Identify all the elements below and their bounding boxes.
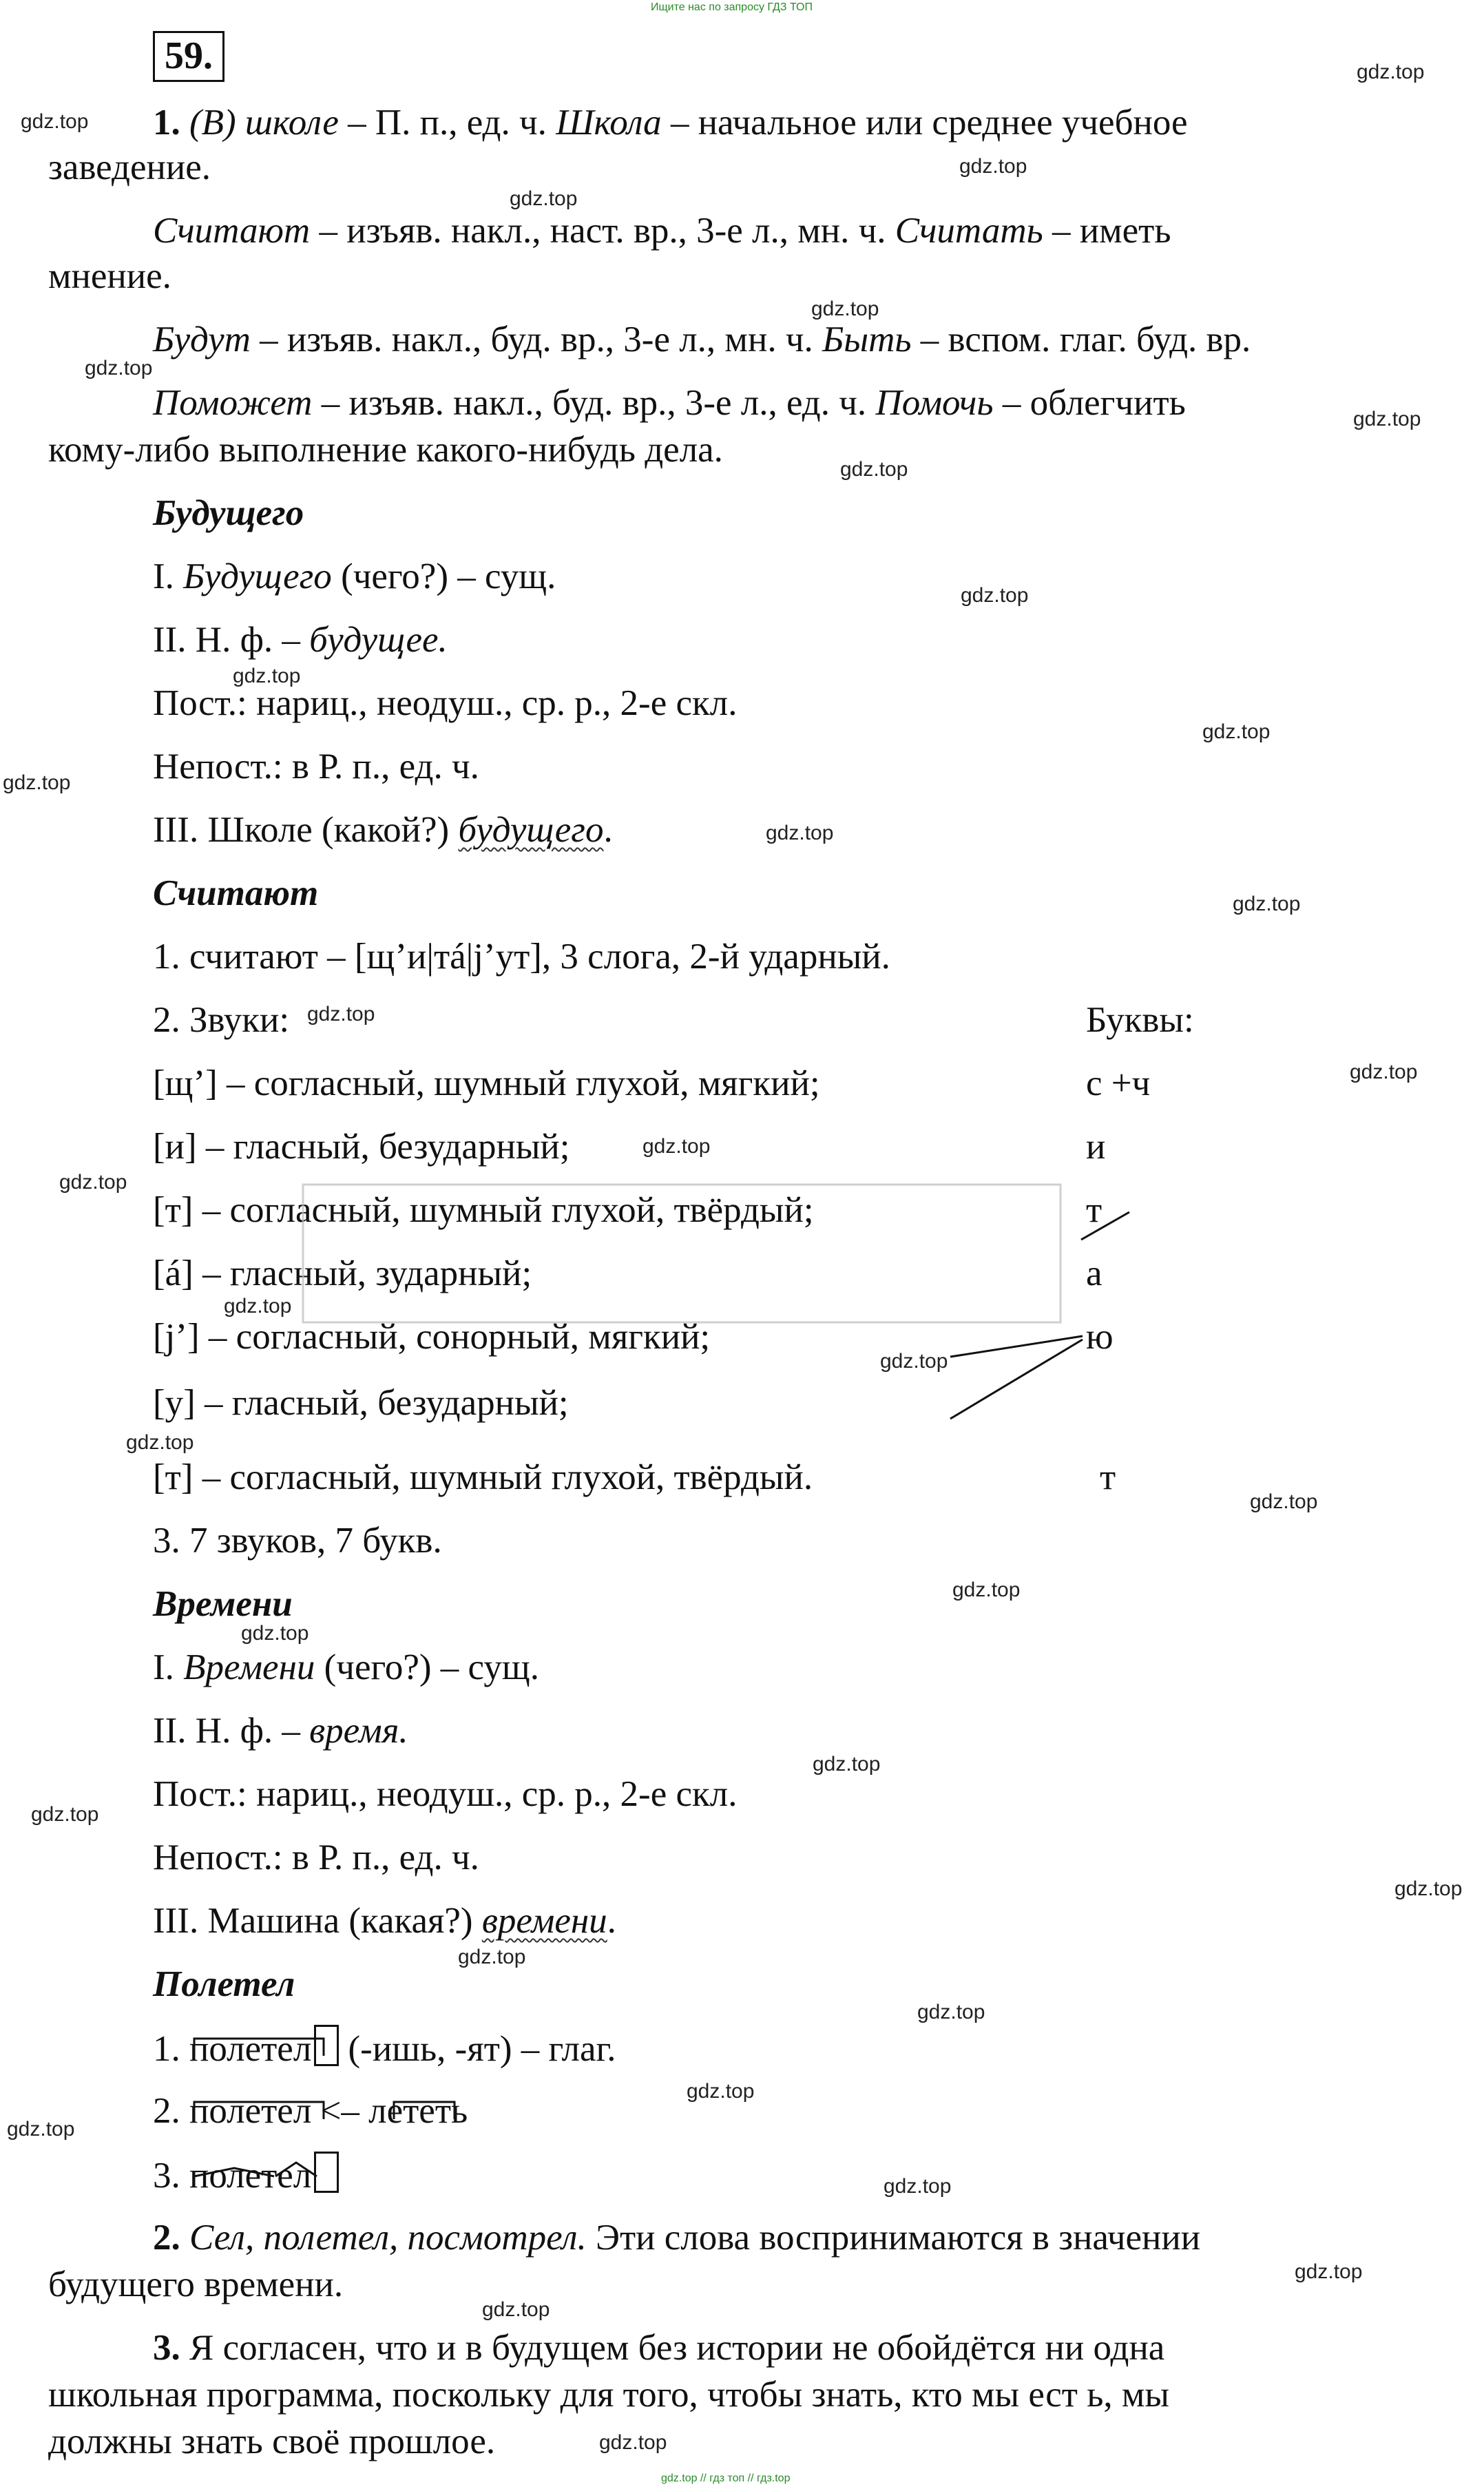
watermark: gdz.top	[884, 2175, 952, 2198]
p-n3: 3.	[153, 2156, 189, 2196]
b-p5-b: .	[603, 810, 613, 850]
term-byt: Быть	[822, 320, 912, 360]
b-p5-a: III. Школе (какой?)	[153, 810, 459, 850]
task2-num: 2.	[153, 2218, 180, 2258]
letter-cell: с +ч	[1086, 1063, 1151, 1103]
bottom-notice: gdz.top // гдз топ // гдз.top	[661, 2472, 791, 2484]
v-p5-a: III. Машина (какая?)	[153, 1901, 482, 1941]
task1-l5-b: – вспом. глаг. буд. вр.	[911, 320, 1251, 360]
letter-cell: ю	[1086, 1317, 1114, 1357]
faint-stamp	[303, 1185, 1060, 1322]
task3-line3: должны знать своё прошлое.	[48, 2422, 496, 2461]
task1-term-shkola: Школа	[556, 103, 662, 143]
v-p2-a: II. Н. ф. –	[153, 1711, 310, 1751]
letter-cell: и	[1086, 1127, 1106, 1167]
task1-line2: заведение.	[48, 147, 211, 187]
exercise-number: 59.	[153, 31, 224, 82]
sound-row: [j’] – согласный, сонорный, мягкий;	[153, 1317, 711, 1357]
root-mark	[394, 2102, 454, 2119]
watermark: gdz.top	[687, 2080, 755, 2103]
watermark: gdz.top	[85, 357, 153, 379]
b-p2-word: будущее.	[309, 620, 448, 660]
p-l1-word: полетел	[189, 2029, 312, 2069]
p-l1-rest: (-ишь, -ят) – глаг.	[339, 2029, 616, 2069]
watermark: gdz.top	[59, 1171, 127, 1194]
watermark: gdz.top	[21, 110, 89, 133]
watermark: gdz.top	[224, 1295, 292, 1318]
task3-num: 3.	[153, 2328, 180, 2368]
root-mark	[194, 2102, 324, 2119]
prefix-mark	[194, 2168, 274, 2176]
budushchego-p3: Пост.: нариц., неодуш., ср. р., 2-е скл.	[153, 683, 738, 723]
p-l2-word2: лететь	[368, 2091, 468, 2131]
watermark: gdz.top	[1295, 2260, 1363, 2283]
sound-row: [т] – согласный, шумный глухой, твёрдый;	[153, 1190, 814, 1230]
word-schitayut: Считают	[153, 211, 311, 251]
schitayut-line1: 1. считают – [щ’и|тá|j’ут], 3 слога, 2-й ударный.	[153, 937, 890, 977]
watermark: gdz.top	[1233, 893, 1301, 915]
v-p2-word: время.	[309, 1711, 408, 1751]
watermark: gdz.top	[307, 1003, 375, 1025]
watermark: gdz.top	[811, 298, 879, 320]
p-l2-word: полетел	[189, 2091, 312, 2131]
task2-line2: будущего времени.	[48, 2264, 344, 2304]
watermark: gdz.top	[880, 1350, 948, 1373]
watermark: gdz.top	[233, 665, 301, 687]
watermark: gdz.top	[241, 1622, 309, 1645]
watermark: gdz.top	[952, 1579, 1021, 1601]
v-p1-word: Времени	[183, 1647, 315, 1687]
letters-label: Буквы:	[1086, 1000, 1194, 1040]
watermark: gdz.top	[813, 1753, 881, 1775]
watermark: gdz.top	[766, 822, 834, 844]
task1-num: 1.	[153, 103, 180, 143]
task2-rest: Эти слова воспринимаются в значении	[586, 2218, 1201, 2258]
p-n1: 1.	[153, 2029, 189, 2069]
task1-l3-b: – иметь	[1043, 211, 1171, 251]
task3-rest: Я согласен, что и в будущем без истории не обойдётся ни одна	[180, 2328, 1165, 2368]
sound-row: [у] – гласный, безударный;	[153, 1383, 569, 1423]
b-p1-a: I.	[153, 556, 184, 596]
v-p5-word: времени	[481, 1901, 607, 1941]
task1-l1-b: – начальное или среднее учебное	[661, 103, 1188, 143]
sound-row: [á] – гласный, зударный;	[153, 1253, 532, 1293]
watermark: gdz.top	[961, 584, 1029, 607]
watermark: gdz.top	[599, 2431, 667, 2454]
term-pomoch: Помочь	[875, 383, 994, 423]
b-p1-b: (чего?) – сущ.	[331, 556, 556, 596]
letter-cell: а	[1086, 1253, 1102, 1293]
watermark: gdz.top	[1353, 408, 1421, 430]
sound-row: [т] – согласный, шумный глухой, твёрдый.	[153, 1457, 813, 1497]
watermark: gdz.top	[126, 1431, 194, 1454]
task1-l5-a: – изъяв. накл., буд. вр., 3-е л., мн. ч.	[250, 320, 822, 360]
heading-budushchego: Будущего	[153, 493, 304, 533]
task1-word-shkole: (В) школе	[189, 103, 339, 143]
task1-line4: мнение.	[48, 256, 171, 296]
watermark: gdz.top	[482, 2298, 550, 2321]
letter-cell: т	[1086, 1190, 1102, 1230]
watermark: gdz.top	[31, 1803, 99, 1826]
watermark: gdz.top	[510, 187, 578, 210]
watermark: gdz.top	[840, 458, 908, 481]
b-p2-a: II. Н. ф. –	[153, 620, 310, 660]
vremeni-p4: Непост.: в Р. п., ед. ч.	[153, 1837, 479, 1877]
watermark: gdz.top	[1350, 1061, 1418, 1083]
b-p5-word: будущего	[458, 810, 604, 850]
watermark: gdz.top	[917, 2001, 985, 2023]
sound-row: [щ’] – согласный, шумный глухой, мягкий;	[153, 1063, 820, 1103]
sounds-label: 2. Звуки:	[153, 1000, 290, 1040]
v-p1-a: I.	[153, 1647, 184, 1687]
word-budut: Будут	[153, 320, 251, 360]
task1-l6-b: – облегчить	[993, 383, 1186, 423]
schitayut-summary: 3. 7 звуков, 7 букв.	[153, 1521, 442, 1561]
task3-line2: школьная программа, поскольку для того, чтобы знать, кто мы ест ь, мы	[48, 2375, 1170, 2415]
vremeni-p3: Пост.: нариц., неодуш., ср. р., 2-е скл.	[153, 1774, 738, 1814]
watermark: gdz.top	[959, 155, 1027, 178]
root-mark	[194, 2039, 324, 2056]
top-notice: Ищите нас по запросу ГДЗ ТОП	[651, 1, 813, 13]
v-p5-b: .	[607, 1901, 616, 1941]
task1-l6-a: – изъяв. накл., буд. вр., 3-е л., ед. ч.	[312, 383, 876, 423]
watermark: gdz.top	[7, 2118, 75, 2141]
watermark: gdz.top	[1250, 1490, 1318, 1513]
watermark: gdz.top	[1394, 1877, 1463, 1900]
link-line	[1081, 1212, 1129, 1240]
heading-schitayut: Считают	[153, 873, 319, 913]
task2-words: Сел, полетел, посмотрел.	[189, 2218, 587, 2258]
watermark: gdz.top	[3, 771, 71, 794]
watermark: gdz.top	[1202, 720, 1271, 743]
watermark: gdz.top	[1357, 61, 1425, 83]
link-line	[950, 1340, 1083, 1419]
watermark: gdz.top	[458, 1946, 526, 1968]
b-p1-word: Будущего	[183, 556, 332, 596]
v-p1-b: (чего?) – сущ.	[315, 1647, 539, 1687]
p-l3-word: полетел	[189, 2156, 312, 2196]
p-l2-mid: <–	[311, 2091, 369, 2131]
letter-cell: т	[1100, 1457, 1116, 1497]
task1-l1-a: – П. п., ед. ч.	[338, 103, 556, 143]
term-schitat: Считать	[895, 211, 1043, 251]
heading-vremeni: Времени	[153, 1584, 293, 1624]
suffix-mark	[275, 2163, 317, 2176]
task1-l3-a: – изъяв. накл., наст. вр., 3-е л., мн. ч.	[310, 211, 895, 251]
p-n2: 2.	[153, 2091, 189, 2131]
watermark: gdz.top	[642, 1135, 711, 1158]
budushchego-p4: Непост.: в Р. п., ед. ч.	[153, 747, 479, 787]
task1-line7: кому-либо выполнение какого-нибудь дела.	[48, 430, 723, 470]
word-pomozhet: Поможет	[153, 383, 313, 423]
heading-poletel: Полетел	[153, 1964, 295, 2004]
sound-row: [и] – гласный, безударный;	[153, 1127, 570, 1167]
link-line	[950, 1336, 1083, 1357]
